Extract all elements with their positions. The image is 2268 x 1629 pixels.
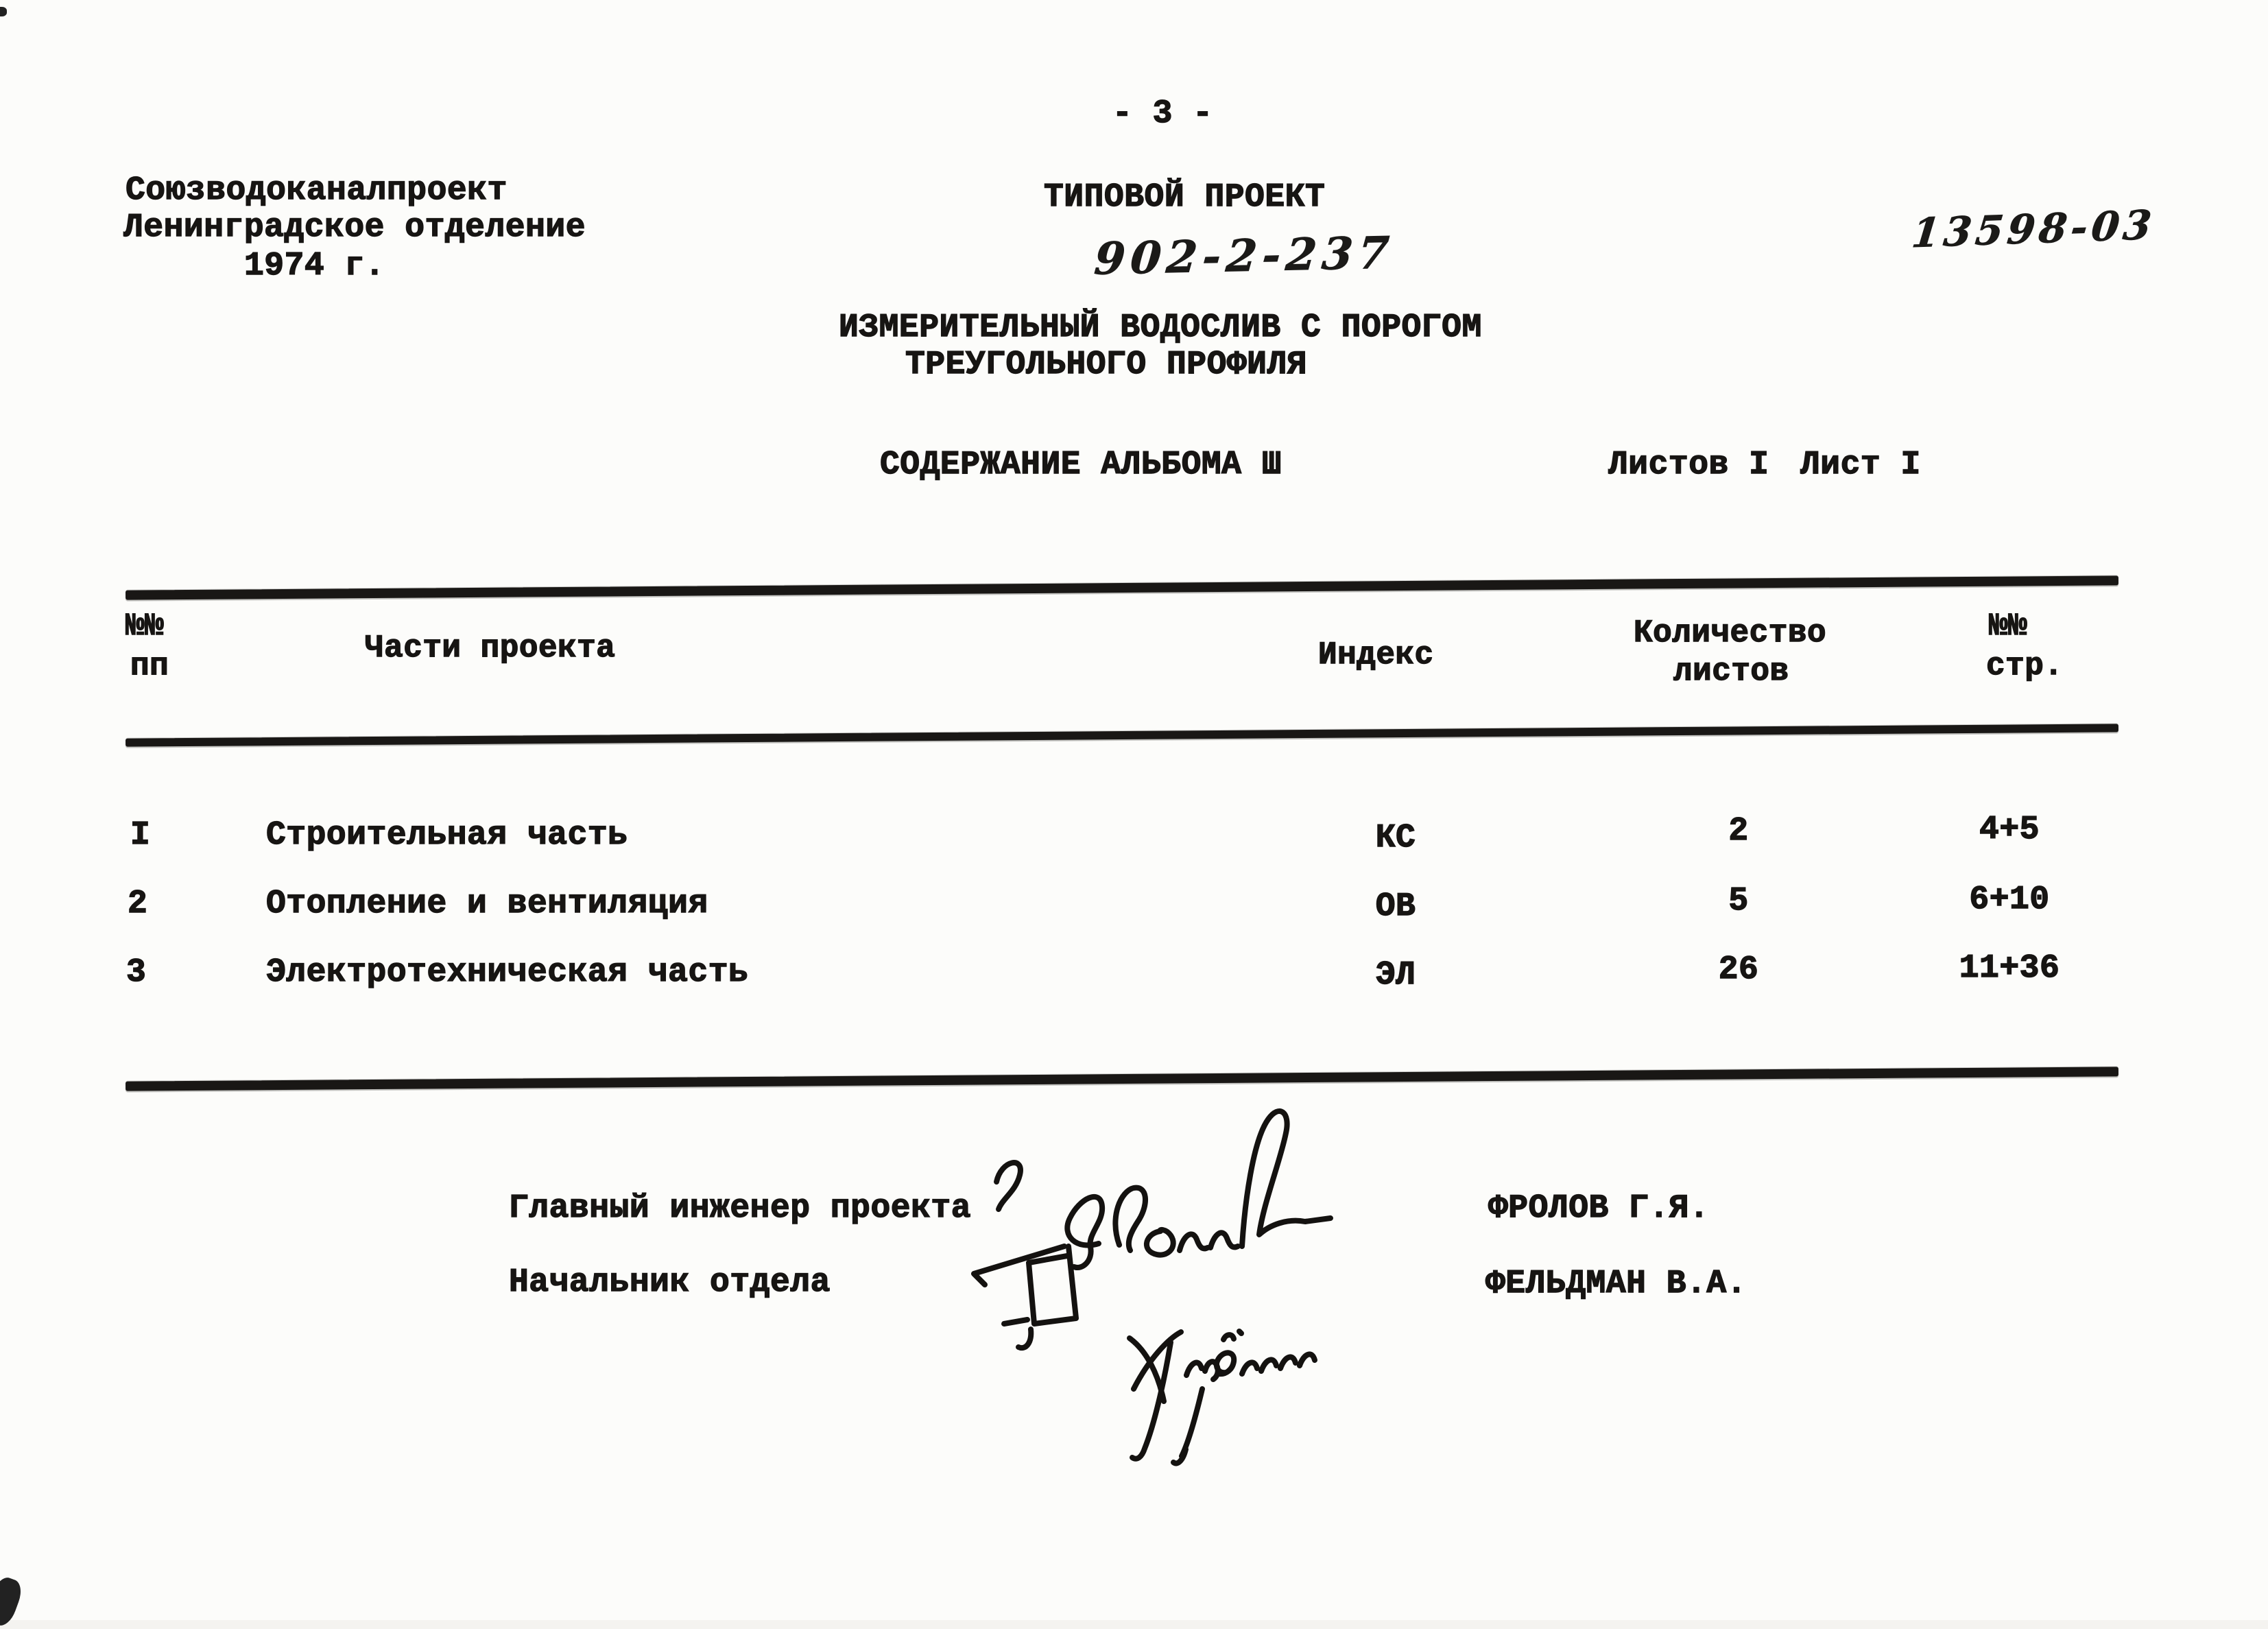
approval-name-department-head: ФЕЛЬДМАН В.А. (1485, 1266, 1747, 1303)
page-number: - 3 - (1112, 96, 1213, 132)
col-header-pages-line2: стр. (1986, 649, 2063, 684)
contents-heading: СОДЕРЖАНИЕ АЛЬБОМА Ш (880, 447, 1282, 484)
approval-name-chief-engineer: ФРОЛОВ Г.Я. (1488, 1191, 1709, 1227)
col-header-part: Части проекта (365, 631, 615, 666)
sheet-current-label: Лист I (1800, 447, 1921, 484)
org-name: Союзводоканалпроект (126, 173, 508, 209)
col-header-pages-line1: №№ (1989, 609, 2027, 644)
project-type-label: ТИПОВОЙ ПРОЕКТ (1044, 180, 1325, 216)
cell-part-name: Отопление и вентиляция (266, 886, 708, 923)
org-branch: Ленинградское отделение (123, 210, 586, 246)
approval-title-department-head: Начальник отдела (509, 1265, 831, 1301)
cell-pages: 4+5 (1900, 812, 2119, 848)
col-header-index: Индекс (1318, 638, 1434, 673)
org-year: 1974 г. (244, 248, 385, 285)
col-header-sheets-line2: листов (1673, 654, 1789, 689)
cell-index: ОВ (1337, 889, 1454, 925)
project-number-handwritten: 902-2-237 (1093, 227, 1396, 285)
col-header-num-line2: пп (130, 649, 169, 684)
cell-pages: 11+36 (1900, 951, 2119, 987)
cell-sheet-count: 2 (1687, 813, 1790, 850)
cell-row-number: 3 (126, 955, 146, 991)
col-header-num-line1: №№ (126, 609, 164, 644)
cell-index: КС (1337, 820, 1454, 857)
cell-part-name: Электротехническая часть (266, 955, 748, 991)
cell-row-number: 2 (128, 886, 147, 923)
table-top-rule (126, 575, 2118, 599)
approval-title-chief-engineer: Главный инженер проекта (509, 1191, 971, 1227)
doc-title-line2: ТРЕУГОЛЬНОГО ПРОФИЛЯ (905, 347, 1307, 383)
cell-index: ЭЛ (1337, 958, 1454, 994)
department-head-signature (953, 1067, 1433, 1506)
cell-sheet-count: 26 (1687, 952, 1790, 988)
cell-pages: 6+10 (1900, 882, 2119, 918)
doc-title-line1: ИЗМЕРИТЕЛЬНЫЙ ВОДОСЛИВ С ПОРОГОМ (839, 310, 1482, 346)
archive-number-handwritten: 13598-03 (1910, 202, 2158, 257)
cell-part-name: Строительная часть (266, 818, 628, 854)
cell-sheet-count: 5 (1687, 883, 1790, 920)
sheets-total-label: Листов I (1608, 447, 1769, 484)
cell-row-number: I (130, 818, 150, 854)
col-header-sheets-line1: Количество (1634, 616, 1826, 651)
table-header-rule (126, 724, 2118, 746)
scan-smudge (0, 1574, 25, 1628)
scan-smudge (0, 7, 7, 16)
